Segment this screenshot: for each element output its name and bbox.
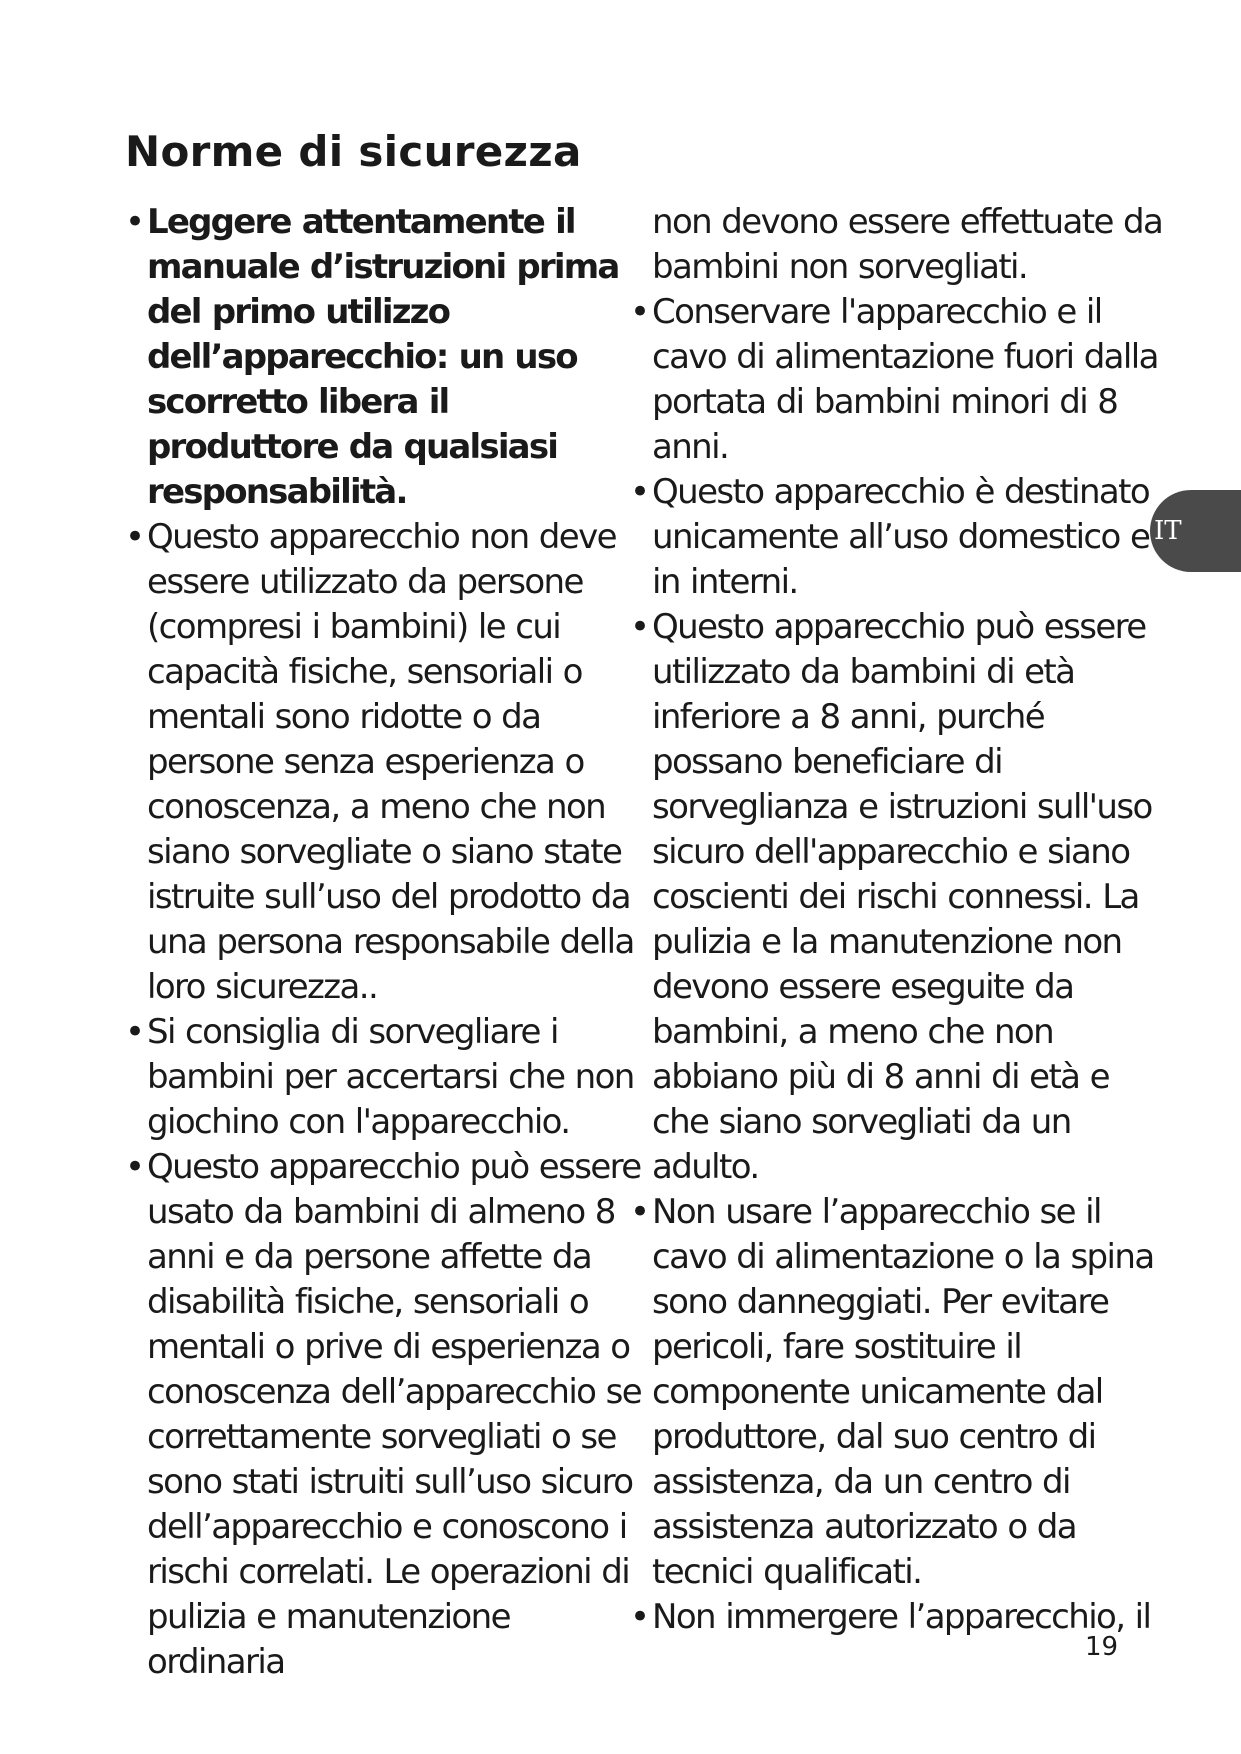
safety-item-text: Questo apparecchio può essere utilizzato da bambini di età inferiore a 8 anni, purché possano beneficiare di sorveglianza e istruzioni sull'uso sicuro dell'apparecchio e siano coscienti dei rischi connessi. La pulizia e la manutenzione non devono essere eseguite da bambini, a meno che non abbiano più di 8 anni di età e che siano sorvegliati da un adulto. bbox=[652, 607, 1152, 1187]
safety-item-text: Questo apparecchio non deve essere utilizzato da persone (compresi i bambini) le cui capacità fisiche, sensoriali o mentali sono ridotte o da persone senza esperienza o conoscenza, a meno che non siano sorvegliate o siano state istruite sull’uso del prodotto da una persona responsabile della loro sicurezza.. bbox=[147, 517, 634, 1007]
safety-item-reduced-capacity bbox=[125, 515, 645, 1010]
page-number: 19 bbox=[1085, 1632, 1119, 1662]
safety-item-text: Non immergere l’apparecchio, il bbox=[652, 1597, 1151, 1637]
safety-item-storage bbox=[630, 290, 1165, 470]
safety-item-text: Si consiglia di sorvegliare i bambini per accertarsi che non giochino con l'apparecchio. bbox=[147, 1012, 634, 1142]
safety-item-text: Conservare l'apparecchio e il cavo di alimentazione fuori dalla portata di bambini minori di 8 anni. bbox=[652, 292, 1158, 467]
safety-item-text: non devono essere effettuate da bambini non sorvegliati. bbox=[652, 202, 1163, 287]
bullet-icon: • bbox=[125, 1147, 146, 1187]
safety-item-text: Non usare l’apparecchio se il cavo di alimentazione o la spina sono danneggiati. Per evitare pericoli, fare sostituire il componente unicamente dal produttore, dal suo centro di assistenza, da un centro di assistenza autorizzato o da tecnici qualificati. bbox=[652, 1192, 1154, 1592]
safety-item-damaged-cable bbox=[630, 1190, 1165, 1595]
bullet-icon: • bbox=[125, 1012, 146, 1052]
safety-item-text: Leggere attentamente il manuale d’istruzioni prima del primo utilizzo dell’apparecchio: un uso scorretto libera il produttore da qualsiasi responsabilità. bbox=[147, 202, 619, 512]
safety-item-manual bbox=[125, 200, 645, 515]
bullet-icon: • bbox=[630, 607, 651, 647]
bullet-icon: • bbox=[125, 202, 146, 242]
bullet-icon: • bbox=[630, 472, 651, 512]
bullet-icon: • bbox=[630, 1192, 651, 1232]
safety-item-supervise-children bbox=[125, 1010, 645, 1145]
language-tab: IT bbox=[1150, 490, 1241, 572]
bullet-icon: • bbox=[630, 1597, 651, 1637]
safety-item-children-8-years bbox=[125, 1145, 645, 1685]
bullet-icon: • bbox=[630, 292, 651, 332]
page-title: Norme di sicurezza bbox=[125, 127, 582, 176]
safety-item-text: Questo apparecchio è destinato unicamente all’uso domestico e in interni. bbox=[652, 472, 1150, 602]
safety-item-text: Questo apparecchio può essere usato da bambini di almeno 8 anni e da persone affette da disabilità fisiche, sensoriali o mentali o prive di esperienza o conoscenza dell’apparecchio se correttamente sorvegliati o se sono stati istruiti sull’uso sicuro dell’apparecchio e conoscono i rischi correlati. Le operazioni di pulizia e manutenzione ordinaria bbox=[147, 1147, 642, 1682]
safety-item-continuation bbox=[630, 200, 1165, 290]
right-column bbox=[630, 200, 1165, 1640]
bullet-icon: • bbox=[125, 517, 146, 557]
safety-item-children-under-8 bbox=[630, 605, 1165, 1190]
safety-item-domestic-use bbox=[630, 470, 1165, 605]
left-column bbox=[125, 200, 645, 1685]
